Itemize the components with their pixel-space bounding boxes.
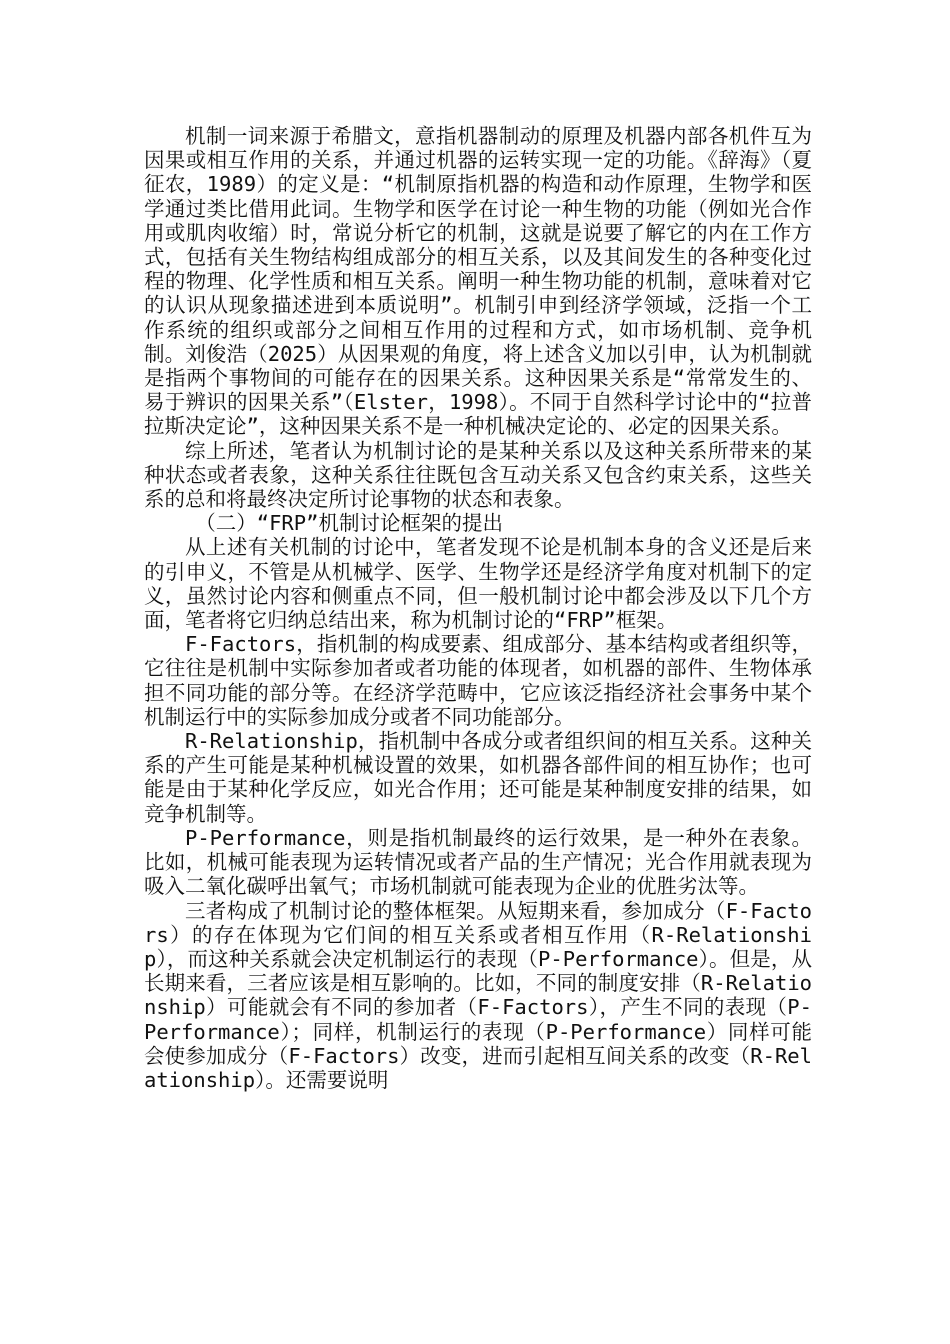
paragraph-summary: 综上所述，笔者认为机制讨论的是某种关系以及这种关系所带来的某种状态或者表象，这种关系往往既包含互动关系又包含约束关系，这些关系的总和将最终决定所讨论事物的状态和表象。: [144, 438, 812, 512]
paragraph-f-factors: F-Factors，指机制的构成要素、组成部分、基本结构或者组织等，它往往是机制中实际参加者或者功能的体现者，如机器的部件、生物体承担不同功能的部分等。在经济学范畴中，它应该泛指经济社会事务中某个机制运行中的实际参加成分或者不同功能部分。: [144, 632, 812, 729]
document-body: [144, 124, 812, 1092]
paragraph-frp-intro: 从上述有关机制的讨论中，笔者发现不论是机制本身的含义还是后来的引申义，不管是从机械学、医学、生物学还是经济学角度对机制下的定义，虽然讨论内容和侧重点不同，但一般机制讨论中都会涉及以下几个方面，笔者将它归纳总结出来，称为机制讨论的“FRP”框架。: [144, 535, 812, 633]
paragraph-p-performance: P-Performance，则是指机制最终的运行效果，是一种外在表象。比如，机械可能表现为运转情况或者产品的生产情况；光合作用就表现为吸入二氧化碳呼出氧气；市场机制就可能表现为企业的优胜劣汰等。: [144, 825, 812, 899]
paragraph-framework-summary: 三者构成了机制讨论的整体框架。从短期来看，参加成分（F-Factors）的存在体现为它们间的相互关系或者相互作用（R-Relationship），而这种关系就会决定机制运行的表现（P-Performance）。但是，从长期来看，三者应该是相互影响的。比如，不同的制度安排（R-Relationship）可能就会有不同的参加者（F-Factors），产生不同的表现（P-Performance）；同样，机制运行的表现（P-Performance）同样可能会使参加成分（F-Factors）改变，进而引起相互间关系的改变（R-Relationship）。还需要说明: [144, 898, 812, 1092]
paragraph-r-relationship: R-Relationship，指机制中各成分或者组织间的相互关系。这种关系的产生可能是某种机械设置的效果，如机器各部件间的相互协作；也可能是由于某种化学反应，如光合作用；还可能是某种制度安排的结果，如竞争机制等。: [144, 729, 812, 826]
section-heading-frp: （二）“FRP”机制讨论框架的提出: [195, 511, 503, 536]
paragraph-mechanism-definition: 机制一词来源于希腊文，意指机器制动的原理及机器内部各机件互为因果或相互作用的关系，并通过机器的运转实现一定的功能。《辞海》（夏征农，1989）的定义是：“机制原指机器的构造和动作原理，生物学和医学通过类比借用此词。生物学和医学在讨论一种生物的功能（例如光合作用或肌肉收缩）时，常说分析它的机制，这就是说要了解它的内在工作方式，包括有关生物结构组成部分的相互关系，以及其间发生的各种变化过程的物理、化学性质和相互关系。阐明一种生物功能的机制，意味着对它的认识从现象描述进到本质说明”。机制引申到经济学领域，泛指一个工作系统的组织或部分之间相互作用的过程和方式，如市场机制、竞争机制。刘俊浩（2025）从因果观的角度，将上述含义加以引申，认为机制就是指两个事物间的可能存在的因果关系。这种因果关系是“常常发生的、易于辨识的因果关系”（Elster，1998）。不同于自然科学讨论中的“拉普拉斯决定论”，这种因果关系不是一种机械决定论的、必定的因果关系。: [144, 124, 812, 439]
